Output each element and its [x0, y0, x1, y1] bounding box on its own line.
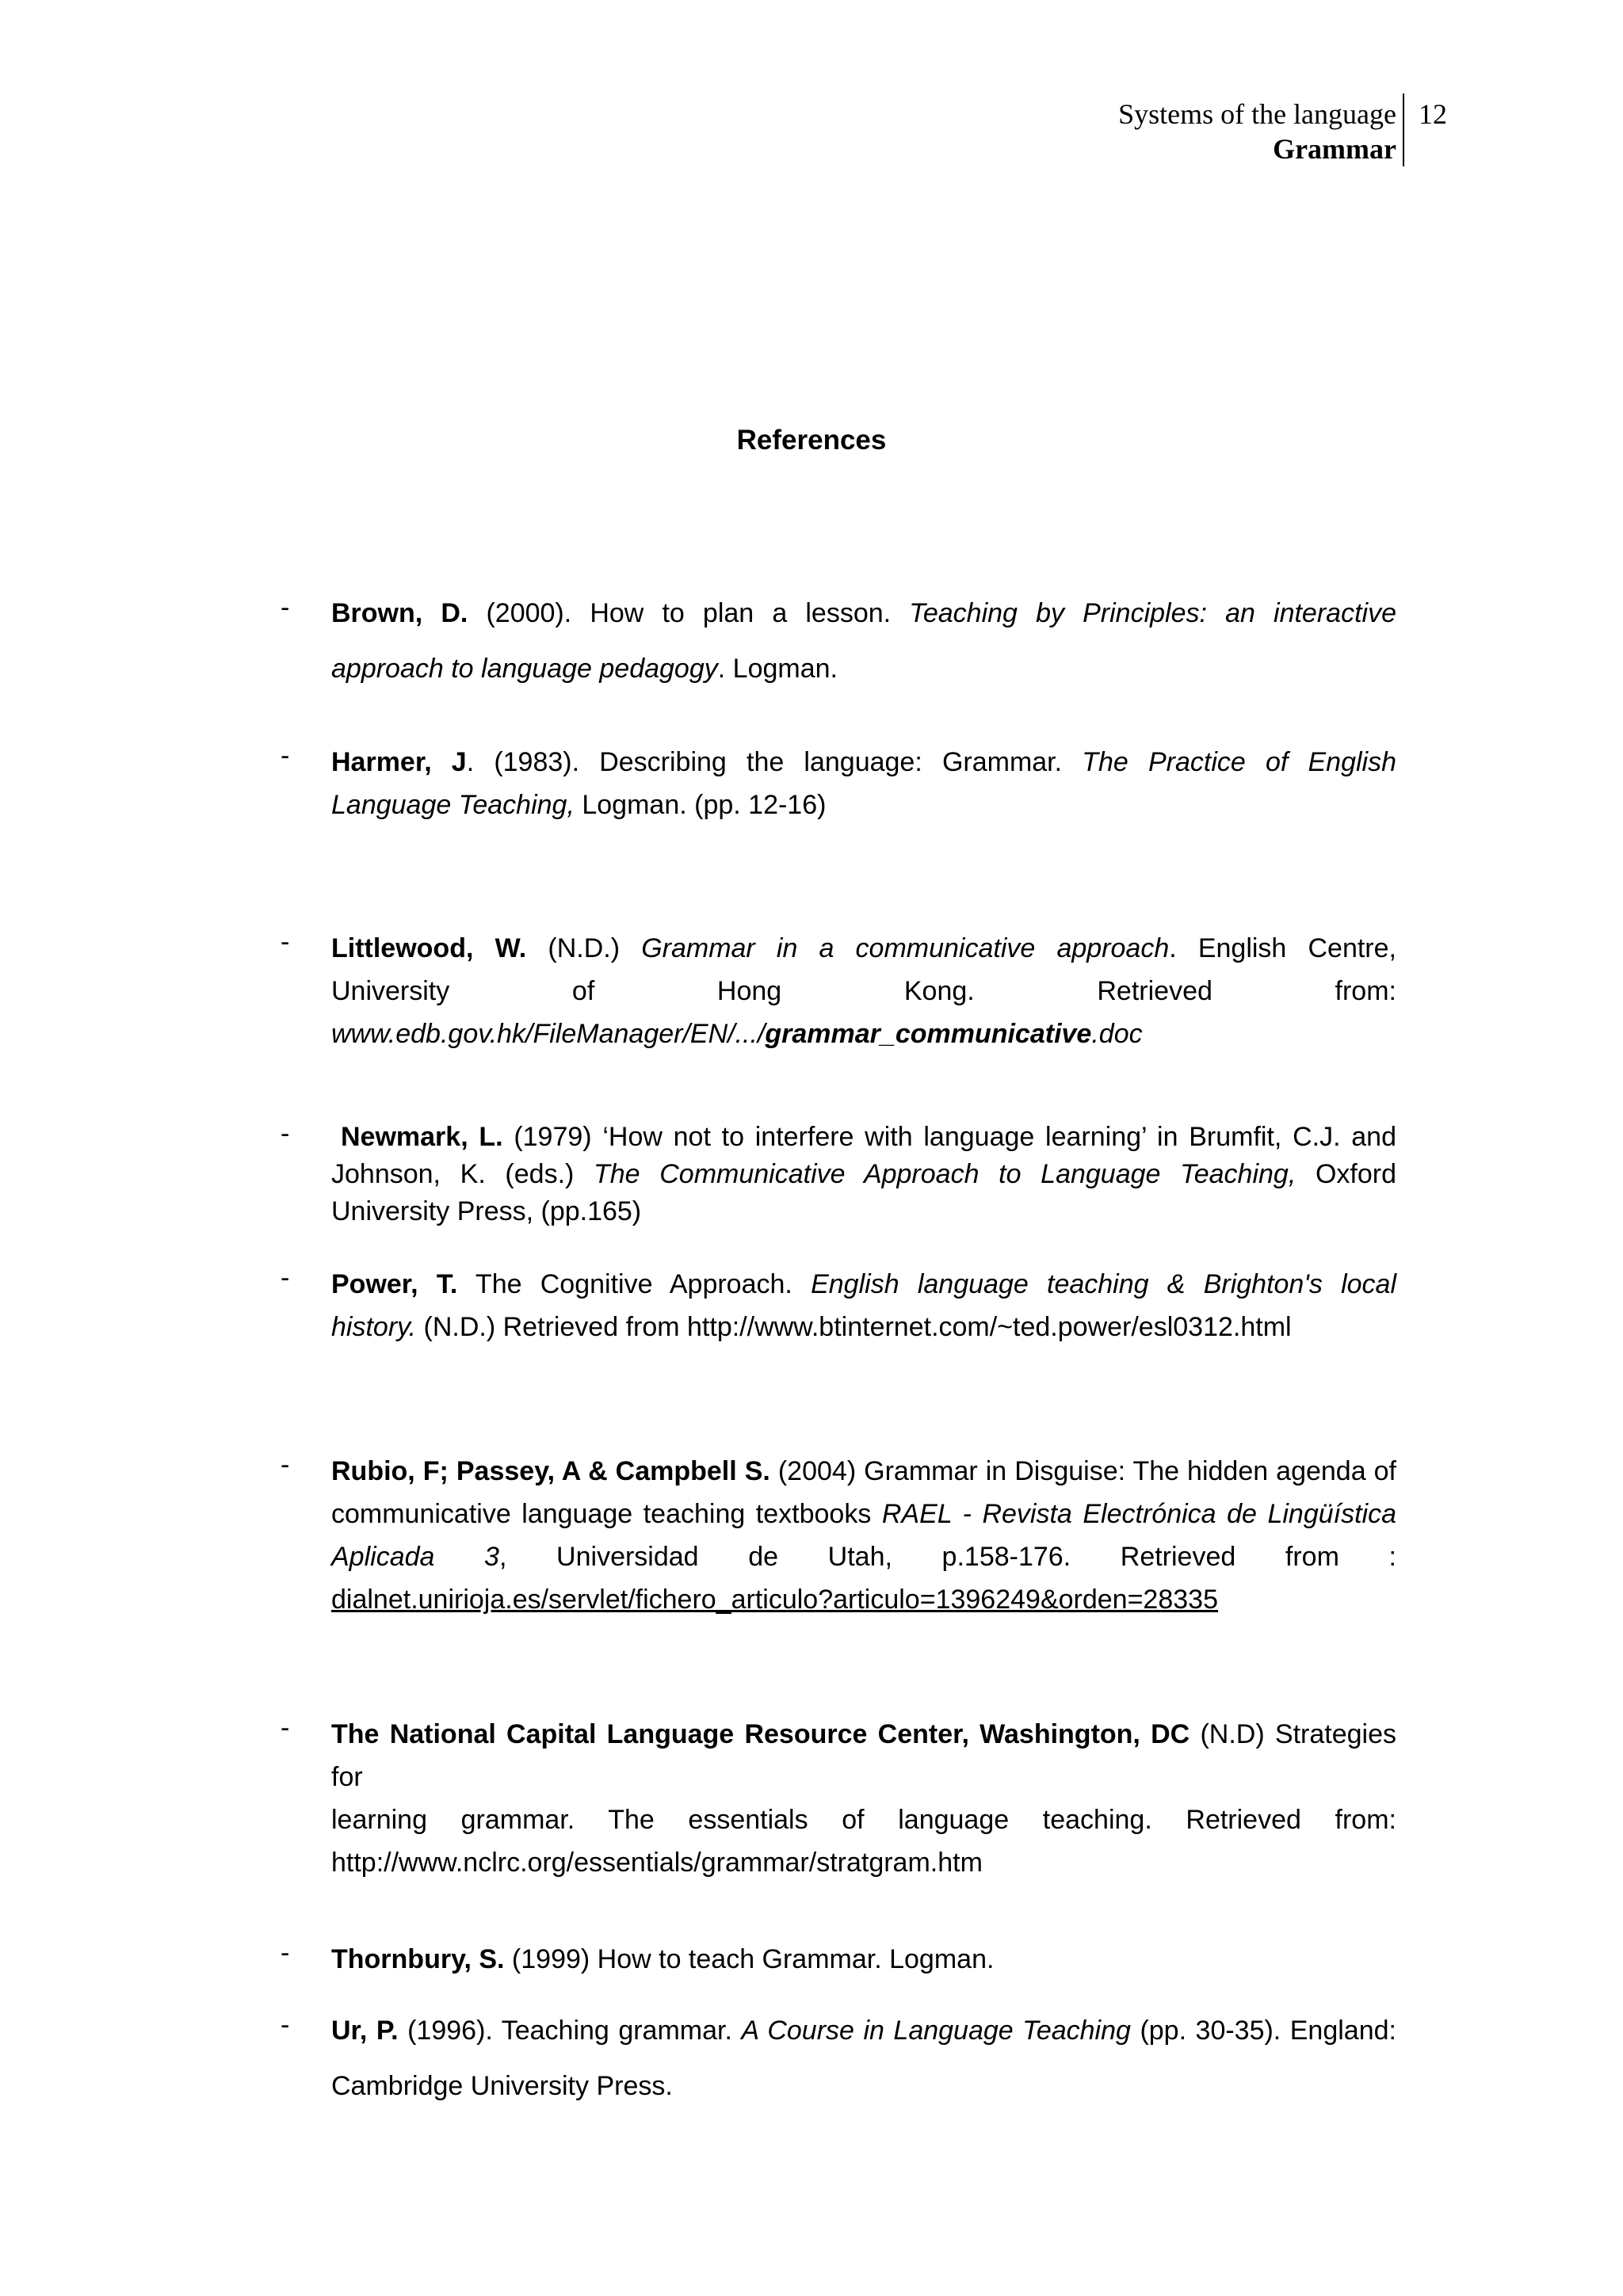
bullet-dash: -	[281, 741, 290, 771]
reference-text: The National Capital Language Resource Center, Washington, DC (N.D) Strategies for learning grammar. The essentials of language teaching. Retrieved from: http://www.nclrc.org/essentials/grammar/stratgram.htm	[331, 1713, 1396, 1884]
reference-text: Rubio, F; Passey, A & Campbell S. (2004) Grammar in Disguise: The hidden agenda of communicative language teaching textbooks RAEL - Revista Electrónica de Lingüística Aplicada 3, Universidad de Utah, p.158-176. Retrieved from : dialnet.unirioja.es/servlet/fichero_articulo?articulo=1396249&orden=28335	[331, 1450, 1396, 1621]
reference-author: Harmer, J	[331, 747, 467, 777]
bullet-dash: -	[281, 927, 290, 957]
header-titles	[1118, 97, 1396, 166]
reference-author: Power, T.	[331, 1269, 458, 1299]
bullet-dash: -	[281, 1713, 290, 1743]
reference-url: www.edb.gov.hk/FileManager/EN/.../	[331, 1019, 766, 1049]
bullet-dash: -	[281, 1450, 290, 1480]
references-title: References	[736, 425, 887, 456]
reference-author: Rubio, F; Passey, A & Campbell S.	[331, 1456, 770, 1486]
reference-text: Littlewood, W. (N.D.) Grammar in a communicative approach. English Centre, University of Hong Kong. Retrieved from: www.edb.gov.hk/FileManager/EN/.../grammar_communicative.doc	[331, 933, 1396, 1049]
bullet-dash: -	[281, 1119, 290, 1149]
page-header	[0, 93, 1623, 173]
header-divider	[1403, 93, 1404, 166]
reference-url[interactable]: dialnet.unirioja.es/servlet/fichero_articulo?articulo=1396249&orden=28335	[331, 1585, 1218, 1615]
reference-text: Thornbury, S. (1999) How to teach Grammar. Logman.	[331, 1944, 995, 1974]
page-number: 12	[1419, 98, 1447, 130]
reference-text: Ur, P. (1996). Teaching grammar. A Course in Language Teaching (pp. 30-35). England: Cambridge University Press.	[331, 2016, 1396, 2101]
bullet-dash: -	[281, 1263, 290, 1293]
header-section: Systems of the language	[1118, 98, 1396, 130]
reference-text: Power, T. The Cognitive Approach. English language teaching & Brighton's local history. (N.D.) Retrieved from http://www.btinternet.com/~ted.power/esl0312.html	[331, 1269, 1396, 1342]
reference-author: Brown, D.	[331, 598, 468, 628]
reference-author: Thornbury, S.	[331, 1944, 505, 1974]
bullet-dash: -	[281, 1938, 290, 1968]
reference-text: Brown, D. (2000). How to plan a lesson. Teaching by Principles: an interactive approach to language pedagogy. Logman.	[331, 598, 1396, 684]
reference-text: Newmark, L. (1979) ‘How not to interfere with language learning’ in Brumfit, C.J. and Johnson, K. (eds.) The Communicative Approach to Language Teaching, Oxford University Press, (pp.165)	[331, 1122, 1396, 1226]
reference-url: http://www.nclrc.org/essentials/grammar/stratgram.htm	[331, 1848, 983, 1878]
reference-author: Littlewood, W.	[331, 933, 527, 963]
reference-text: Harmer, J. (1983). Describing the language: Grammar. The Practice of English Language Teaching, Logman. (pp. 12-16)	[331, 747, 1396, 820]
reference-author: Ur, P.	[331, 2016, 399, 2046]
reference-author: Newmark, L.	[341, 1122, 503, 1152]
reference-author: The National Capital Language Resource Center, Washington, DC	[331, 1719, 1190, 1749]
header-chapter: Grammar	[1273, 133, 1396, 165]
bullet-dash: -	[281, 593, 290, 623]
bullet-dash: -	[281, 2010, 290, 2040]
